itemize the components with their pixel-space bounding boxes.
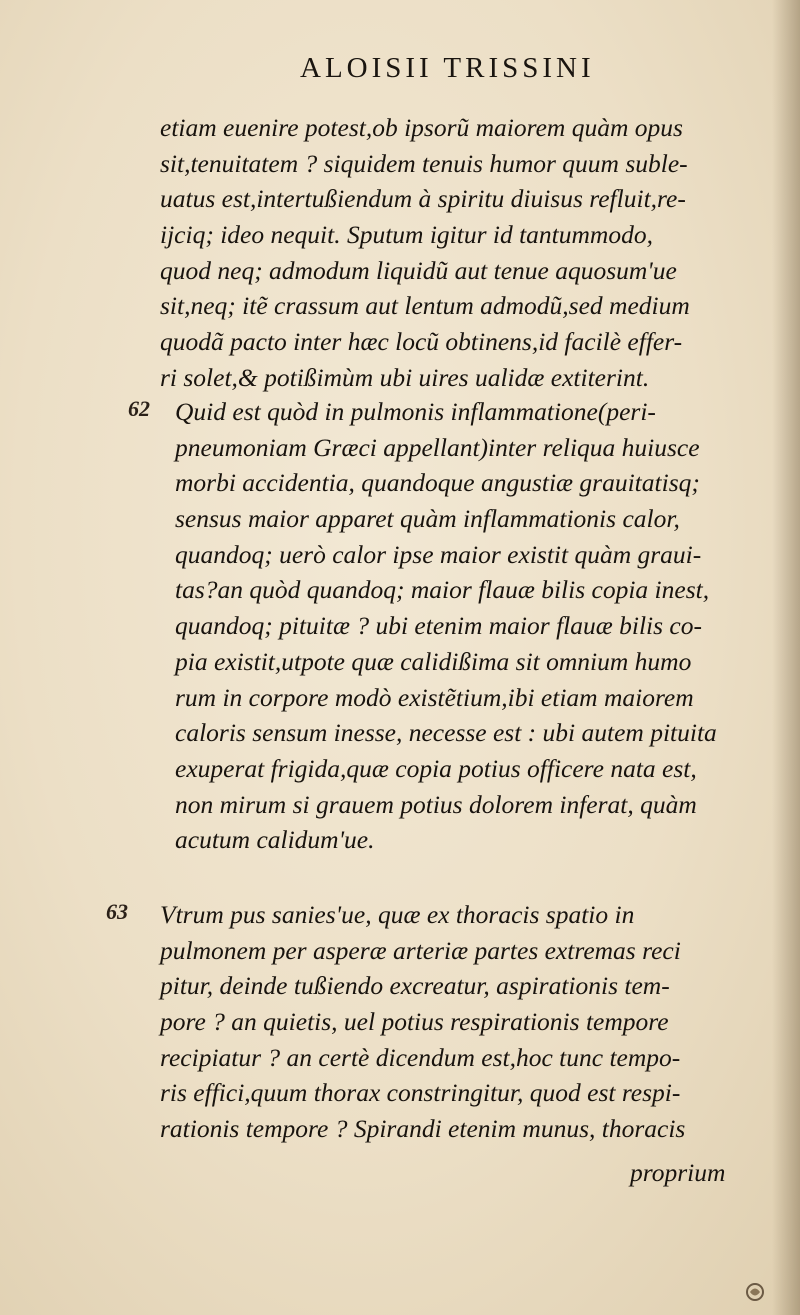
para1-line: uatus est,intertußiendum à spiritu diuisus refluit,re- xyxy=(160,184,686,214)
para1-line: sit,neq; itẽ crassum aut lentum admodũ,sed medium xyxy=(160,291,690,321)
section62-line: quandoq; pituitæ ? ubi etenim maior flauæ bilis co- xyxy=(175,611,702,641)
section62-line: Quid est quòd in pulmonis inflammatione(peri- xyxy=(175,397,656,426)
section62-line: sensus maior apparet quàm inflammationis calor, xyxy=(175,504,680,534)
section62-line: rum in corpore modò existẽtium,ibi etiam maiorem xyxy=(175,682,694,712)
section62-line: pneumoniam Græci appellant)inter reliqua huiusce xyxy=(175,432,700,462)
section63-line: recipiatur ? an certè dicendum est,hoc tunc tempo- xyxy=(160,1042,681,1072)
section-62-text xyxy=(175,394,775,858)
section63-line: pitur, deinde tußiendo excreatur, aspirationis tem- xyxy=(160,971,670,1001)
section62-line: acutum calidum'ue. xyxy=(175,825,375,855)
para1-line: etiam euenire potest,ob ipsorũ maiorem quàm opus xyxy=(160,113,683,142)
para1-line: ijciq; ideo nequit. Sputum igitur id tantummodo, xyxy=(160,220,653,250)
section62-line: exuperat frigida,quæ copia potius officere nata est, xyxy=(175,753,697,783)
para1-line: sit,tenuitatem ? siquidem tenuis humor quum suble- xyxy=(160,148,688,178)
section63-line: pore ? an quietis, uel potius respirationis tempore xyxy=(160,1007,669,1037)
section62-line: non mirum si grauem potius dolorem inferat, quàm xyxy=(175,789,697,819)
section63-line: ris effici,quum thorax constringitur, quod est respi- xyxy=(160,1078,681,1108)
page-edge-shadow xyxy=(772,0,800,1315)
para1-line: quodã pacto inter hæc locũ obtinens,id facilè effer- xyxy=(160,327,683,357)
section63-line: rationis tempore ? Spirandi etenim munus, thoracis xyxy=(160,1114,686,1144)
running-header: ALOISII TRISSINI xyxy=(300,52,595,84)
section62-line: tas?an quòd quandoq; maior flauæ bilis copia inest, xyxy=(175,575,710,605)
paragraph-continuation xyxy=(160,110,770,396)
section63-line: pulmonem per asperæ arteriæ partes extremas reci xyxy=(160,935,681,965)
section62-line: quandoq; uerò calor ipse maior existit quàm graui- xyxy=(175,539,702,569)
section-63-text xyxy=(160,897,770,1147)
page-corner-mark-icon xyxy=(744,1281,766,1303)
para1-line: ri solet,& potißimùm ubi uires ualidæ extiterint. xyxy=(160,362,650,392)
para1-line: quod neq; admodum liquidũ aut tenue aquosum'ue xyxy=(160,255,677,285)
section62-line: caloris sensum inesse, necesse est : ubi autem pituita xyxy=(175,718,717,748)
section-number-62: 62 xyxy=(128,396,150,421)
section62-line: morbi accidentia, quandoque angustiæ grauitatisq; xyxy=(175,468,700,498)
section62-line: pia existit,utpote quæ calidißima sit omnium humo xyxy=(175,646,692,676)
section63-line: Vtrum pus sanies'ue, quæ ex thoracis spatio in xyxy=(160,900,635,929)
section-number-63: 63 xyxy=(106,899,128,924)
catchword: proprium xyxy=(630,1158,726,1187)
